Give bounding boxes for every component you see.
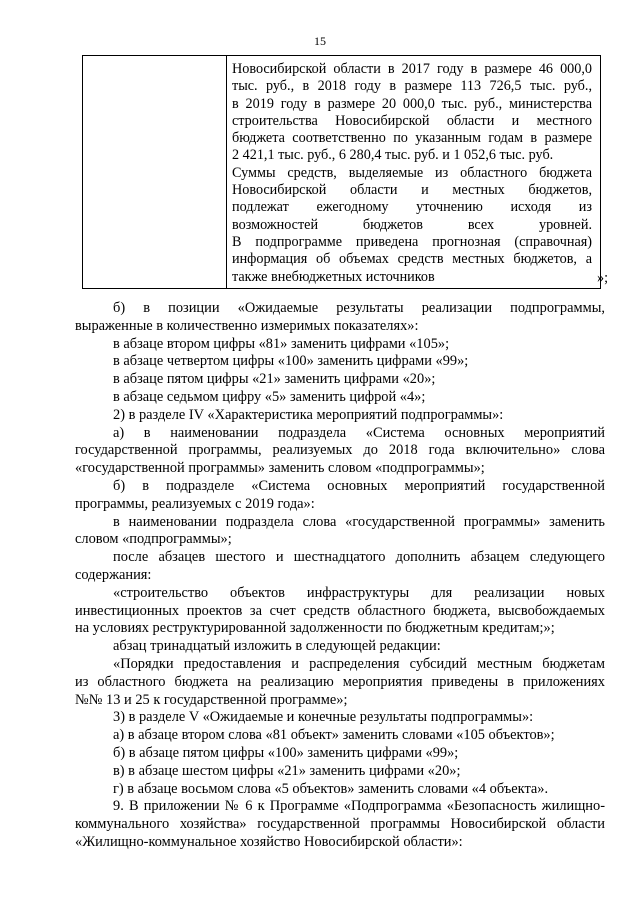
paragraph-line: а) в наименовании подраздела «Система основных мероприятий xyxy=(113,424,605,441)
paragraph-line: выраженные в количественно измеримых показателях»: xyxy=(75,317,419,334)
paragraph-line: коммунального хозяйства» государственной программы Новосибирской области xyxy=(75,816,605,833)
paragraph-line: в абзаце четвертом цифры «100» заменить цифрами «99»; xyxy=(113,353,469,370)
paragraph-line: инвестиционных проектов за счет средств областного бюджета, высвобождаемых xyxy=(75,602,605,619)
cell-line: строительства Новосибирской области и местного xyxy=(232,112,592,129)
paragraph-line: «строительство объектов инфраструктуры для реализации новых xyxy=(113,584,605,601)
paragraph-line: программы, реализуемых с 2019 года»: xyxy=(75,495,315,512)
paragraph-line: в) в абзаце шестом цифры «21» заменить цифрами «20»; xyxy=(113,762,461,779)
paragraph-line: б) в абзаце пятом цифры «100» заменить цифрами «99»; xyxy=(113,744,459,761)
paragraph-line: на условиях реструктурированной задолженности по бюджетным кредитам;»; xyxy=(75,620,555,637)
paragraph-line: «Порядки предоставления и распределения субсидий местным бюджетам xyxy=(113,655,605,672)
table-closing-quote: »; xyxy=(597,270,609,286)
paragraph-line: №№ 13 и 25 к государственной программе»; xyxy=(75,691,348,708)
paragraph-line: 9. В приложении № 6 к Программе «Подпрограмма «Безопасность жилищно- xyxy=(113,798,605,815)
paragraph-line: словом «подпрограммы»; xyxy=(75,531,232,548)
paragraph-line: «государственной программы» заменить словом «подпрограммы»; xyxy=(75,460,485,477)
paragraph-line: государственной программы, реализуемых до 2018 года включительно» слова xyxy=(75,442,605,459)
paragraph-line: 2) в разделе IV «Характеристика мероприятий подпрограммы»: xyxy=(113,406,504,423)
paragraph-line: после абзацев шестого и шестнадцатого дополнить абзацем следующего xyxy=(113,549,605,566)
paragraph-line: абзац тринадцатый изложить в следующей редакции: xyxy=(113,638,441,655)
cell-line: возможностей бюджетов всех уровней. xyxy=(232,216,592,233)
table-row xyxy=(83,56,601,289)
page-number: 15 xyxy=(314,34,326,48)
table-cell-empty xyxy=(83,56,227,289)
paragraph-line: г) в абзаце восьмом слова «5 объектов» заменить словами «4 объекта». xyxy=(113,780,549,797)
document-body xyxy=(75,300,605,852)
cell-line: 2 421,1 тыс. руб., 6 280,4 тыс. руб. и 1 052,6 тыс. руб. xyxy=(232,147,554,164)
table-cell-text xyxy=(227,56,601,289)
paragraph-line: из областного бюджета на реализацию мероприятия приведены в приложениях xyxy=(75,673,605,690)
paragraph-line: 3) в разделе V «Ожидаемые и конечные результаты подпрограммы»: xyxy=(113,709,534,726)
paragraph-line: в абзаце втором цифры «81» заменить цифрами «105»; xyxy=(113,335,450,352)
program-table-fragment xyxy=(82,55,601,289)
cell-line: информация об объемах средств местных бюджетов, а xyxy=(232,251,592,268)
paragraph-line: б) в позиции «Ожидаемые результаты реализации подпрограммы, xyxy=(113,300,605,316)
paragraph-line: в абзаце пятом цифры «21» заменить цифрами «20»; xyxy=(113,371,436,388)
paragraph-line: в наименовании подраздела слова «государственной программы» заменить xyxy=(113,513,605,530)
cell-line: в 2019 году в размере 20 000,0 тыс. руб., министерства xyxy=(232,95,592,112)
paragraph-line: б) в подразделе «Система основных мероприятий государственной xyxy=(113,477,605,494)
cell-line: В подпрограмме приведена прогнозная (справочная) xyxy=(232,233,592,250)
paragraph-line: «Жилищно-коммунальное хозяйство Новосибирской области»: xyxy=(75,833,463,850)
paragraph-line: содержания: xyxy=(75,566,152,583)
cell-line: подлежат ежегодному уточнению исходя из xyxy=(232,199,592,216)
cell-line: Новосибирской области в 2017 году в размере 46 000,0 xyxy=(232,61,592,77)
paragraph-line: а) в абзаце втором слова «81 объект» заменить словами «105 объектов»; xyxy=(113,727,555,744)
cell-line: Новосибирской области и местных бюджетов, xyxy=(232,182,592,199)
cell-line: тыс. руб., в 2018 году в размере 113 726,5 тыс. руб., xyxy=(232,78,592,95)
cell-line: бюджета соответственно по указанным годам в размере xyxy=(232,130,592,147)
paragraph-line: в абзаце седьмом цифру «5» заменить цифрой «4»; xyxy=(113,388,426,405)
cell-line: также внебюджетных источников xyxy=(232,268,435,285)
cell-line: Суммы средств, выделяемые из областного бюджета xyxy=(232,164,592,181)
